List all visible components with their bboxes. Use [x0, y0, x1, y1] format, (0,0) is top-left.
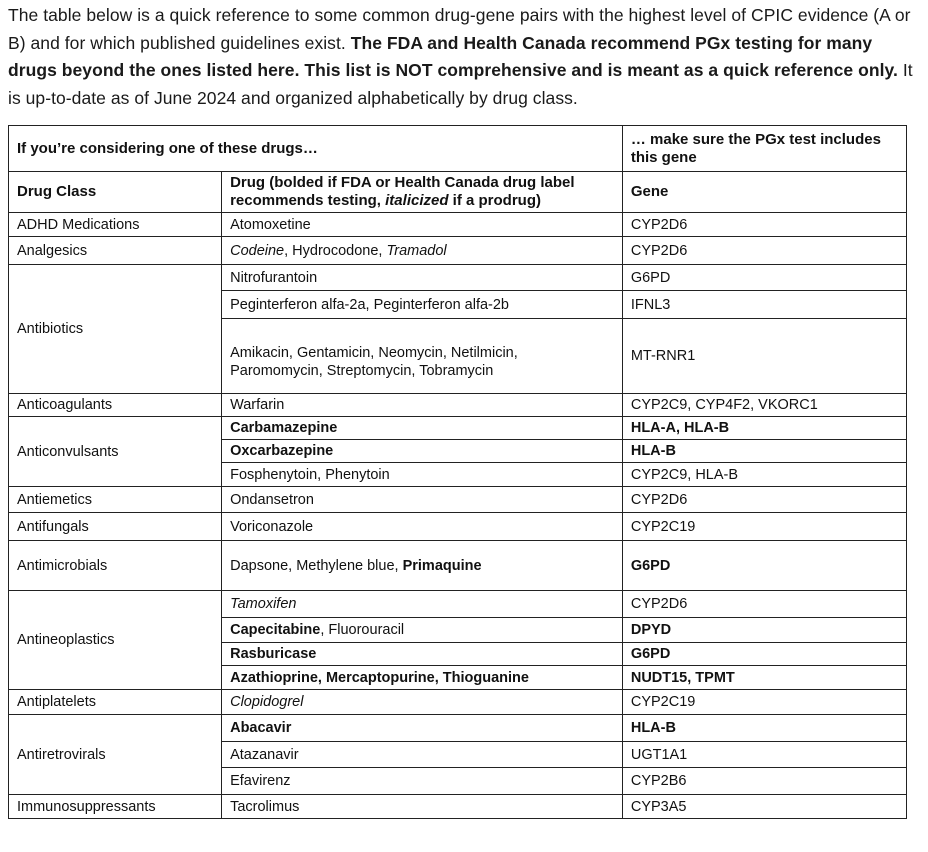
drug-cell	[222, 690, 623, 715]
drug-capecitabine: Capecitabine	[230, 622, 321, 638]
drug-cell: Peginterferon alfa-2a, Peginterferon alfa-2b	[222, 291, 623, 319]
gene-cell: HLA-B	[622, 715, 906, 742]
gene-cell: CYP2C9, CYP4F2, VKORC1	[622, 394, 906, 417]
drug-cell: Nitrofurantoin	[222, 265, 623, 291]
col-header-gene: Gene	[622, 172, 906, 213]
drug-cell	[222, 618, 623, 643]
drug-cell: Oxcarbazepine	[222, 440, 623, 463]
table-row	[9, 541, 907, 591]
table-row	[9, 795, 907, 819]
col-header-drug-italic: italicized	[385, 192, 449, 209]
table-row	[9, 213, 907, 237]
intro-text-end: It is up-to-date as of June 2024 and organized alphabetically by drug class.	[8, 60, 913, 108]
gene-cell: HLA-A, HLA-B	[622, 417, 906, 440]
table-row	[9, 417, 907, 440]
drug-cell: Rasburicase	[222, 643, 623, 666]
drug-class-cell: Antineoplastics	[9, 591, 222, 690]
drug-class-cell: Antiemetics	[9, 487, 222, 513]
column-header-row	[9, 172, 907, 213]
gene-cell: UGT1A1	[622, 742, 906, 768]
drug-cell: Azathioprine, Mercaptopurine, Thioguanine	[222, 666, 623, 690]
top-left-header: If you’re considering one of these drugs…	[9, 126, 623, 172]
gene-cell: CYP2D6	[622, 591, 906, 618]
drug-codeine: Codeine	[230, 242, 285, 259]
gene-cell: CYP2D6	[622, 213, 906, 237]
table-row	[9, 690, 907, 715]
gene-cell: CYP2C19	[622, 513, 906, 541]
gene-cell: CYP2D6	[622, 237, 906, 265]
drug-cell: Warfarin	[222, 394, 623, 417]
drug-cell: Abacavir	[222, 715, 623, 742]
drug-fluorouracil: , Fluorouracil	[320, 622, 405, 638]
drug-class-cell: Antibiotics	[9, 265, 222, 394]
table-row	[9, 394, 907, 417]
col-header-drug-text-end: if a prodrug)	[448, 192, 541, 209]
drug-class-cell: Anticonvulsants	[9, 417, 222, 487]
drug-hydrocodone: , Hydrocodone,	[284, 242, 387, 259]
gene-cell: DPYD	[622, 618, 906, 643]
gene-cell: CYP3A5	[622, 795, 906, 819]
gene-cell: CYP2B6	[622, 768, 906, 795]
gene-cell: MT-RNR1	[622, 319, 906, 394]
drug-tramadol: Tramadol	[386, 242, 447, 259]
drug-cell	[222, 591, 623, 618]
drug-cell: Tacrolimus	[222, 795, 623, 819]
drug-cell	[222, 541, 623, 591]
drug-gene-table	[8, 125, 907, 819]
table-row	[9, 487, 907, 513]
drug-cell: Atazanavir	[222, 742, 623, 768]
gene-cell: G6PD	[622, 265, 906, 291]
table-row	[9, 265, 907, 291]
drug-class-cell: ADHD Medications	[9, 213, 222, 237]
gene-cell: G6PD	[622, 643, 906, 666]
drug-dapsone: Dapsone, Methylene blue,	[230, 557, 403, 574]
drug-cell: Efavirenz	[222, 768, 623, 795]
intro-text: The table below is a quick reference to some common drug-gene pairs with the highest level of CPIC evidence (A or B) and for which published guidelines exist.	[8, 5, 911, 53]
table-row	[9, 237, 907, 265]
gene-cell: CYP2C19	[622, 690, 906, 715]
drug-clopidogrel: Clopidogrel	[230, 694, 304, 710]
table-row	[9, 715, 907, 742]
gene-cell: CYP2C9, HLA-B	[622, 463, 906, 487]
drug-cell: Ondansetron	[222, 487, 623, 513]
table-row	[9, 591, 907, 618]
table-row	[9, 513, 907, 541]
gene-cell: HLA-B	[622, 440, 906, 463]
drug-class-cell: Antimicrobials	[9, 541, 222, 591]
intro-paragraph	[8, 2, 913, 112]
drug-tamoxifen: Tamoxifen	[230, 596, 297, 612]
col-header-drug-text: Drug (bolded if FDA or Health Canada drug label recommends testing,	[230, 174, 575, 209]
table-top-header	[9, 126, 907, 172]
drug-cell: Amikacin, Gentamicin, Neomycin, Netilmicin, Paromomycin, Streptomycin, Tobramycin	[222, 319, 623, 394]
drug-class-cell: Analgesics	[9, 237, 222, 265]
drug-class-cell: Anticoagulants	[9, 394, 222, 417]
col-header-drug	[222, 172, 623, 213]
drug-cell: Voriconazole	[222, 513, 623, 541]
drug-cell	[222, 237, 623, 265]
intro-bold-text: The FDA and Health Canada recommend PGx testing for many drugs beyond the ones listed here. This list is NOT comprehensive and is meant as a quick reference only.	[8, 32, 898, 80]
gene-cell: NUDT15, TPMT	[622, 666, 906, 690]
top-right-header: … make sure the PGx test includes this gene	[622, 126, 906, 172]
drug-class-cell: Immunosuppressants	[9, 795, 222, 819]
gene-cell: IFNL3	[622, 291, 906, 319]
drug-cell: Carbamazepine	[222, 417, 623, 440]
col-header-class: Drug Class	[9, 172, 222, 213]
drug-primaquine: Primaquine	[402, 557, 482, 574]
gene-cell: G6PD	[622, 541, 906, 591]
gene-cell: CYP2D6	[622, 487, 906, 513]
drug-cell: Fosphenytoin, Phenytoin	[222, 463, 623, 487]
drug-class-cell: Antiretrovirals	[9, 715, 222, 795]
drug-class-cell: Antiplatelets	[9, 690, 222, 715]
drug-class-cell: Antifungals	[9, 513, 222, 541]
drug-cell: Atomoxetine	[222, 213, 623, 237]
